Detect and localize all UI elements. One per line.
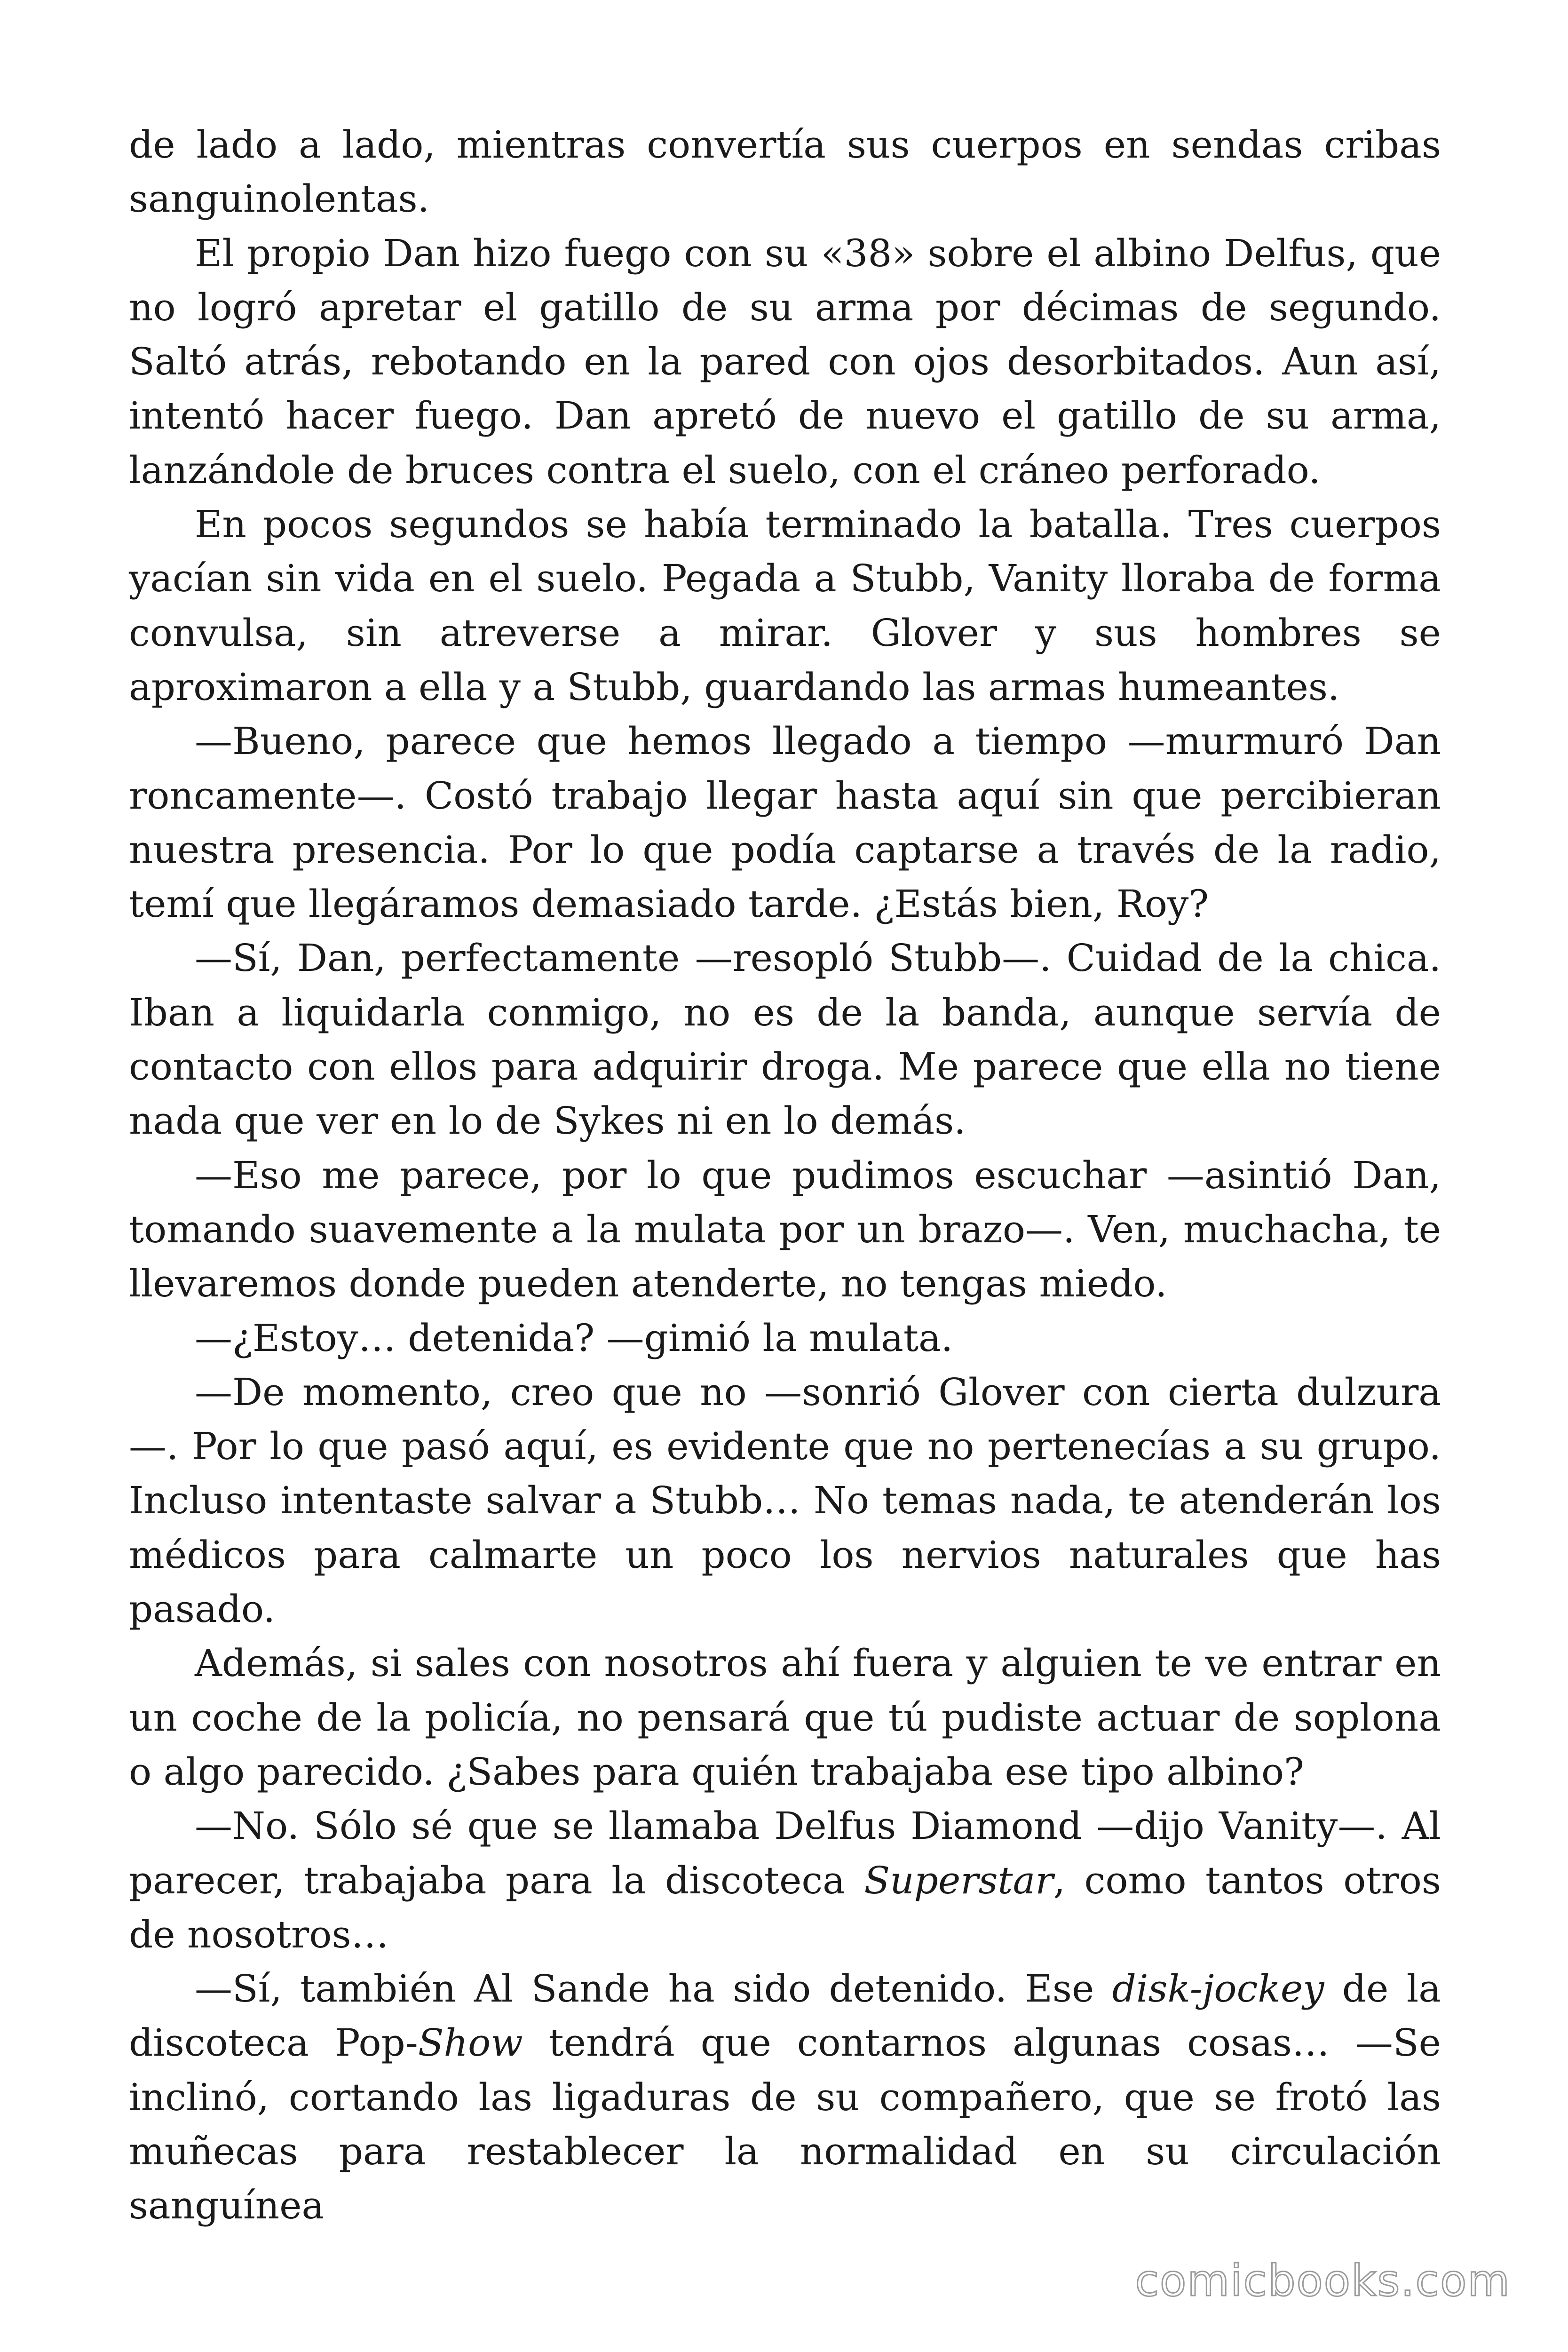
page-body-text [129,118,1441,2233]
paragraph-11 [129,1962,1441,2233]
paragraph-6 [129,1148,1441,1311]
paragraph-4 [129,714,1441,931]
watermark: comicbooks.com [1135,2256,1511,2306]
paragraph-text: —Eso me parece, por lo que pudimos escuchar —asintió Dan, tomando suavemente a la mulata por un brazo—. Ven, muchacha, te llevaremos donde pueden atenderte, no tengas miedo. [129,1153,1441,1306]
paragraph-text: El propio Dan hizo fuego con su «38» sobre el albino Delfus, que no logró apretar el gatillo de su arma por décimas de segundo. Saltó atrás, rebotando en la pared con ojos desorbitados. Aun así, intentó hacer fuego. Dan apretó de nuevo el gatillo de su arma, lanzándole de bruces contra el suelo, con el cráneo perforado. [129,231,1441,492]
italic-term-disk-jockey: disk-jockey [1112,1967,1324,2011]
paragraph-10 [129,1799,1441,1962]
paragraph-text: —Sí, también Al Sande ha sido detenido. Ese [195,1967,1112,2011]
paragraph-5 [129,931,1441,1148]
paragraph-3 [129,497,1441,714]
paragraph-text: de lado a lado, mientras convertía sus cuerpos en sendas cribas sanguinolentas. [129,123,1441,221]
paragraph-text: Además, si sales con nosotros ahí fuera y alguien te ve entrar en un coche de la policía, no pensará que tú pudiste actuar de soplona o algo parecido. ¿Sabes para quién trabajaba ese tipo albino? [129,1641,1441,1794]
paragraph-text: —Sí, Dan, perfectamente —resopló Stubb—. Cuidad de la chica. Iban a liquidarla conmigo, no es de la banda, aunque servía de contacto con ellos para adquirir droga. Me parece que ella no tiene nada que ver en lo de Sykes ni en lo demás. [129,936,1441,1143]
paragraph-text: , como tantos otros de nosotros… [129,1858,1441,1956]
paragraph-2 [129,226,1441,497]
paragraph-text: —No. Sólo sé que se llamaba Delfus Diamond —dijo Vanity—. Al parecer, trabajaba para la discoteca [129,1804,1441,1902]
paragraph-text: —¿Estoy… detenida? —gimió la mulata. [195,1316,953,1360]
paragraph-text: —Bueno, parece que hemos llegado a tiempo —murmuró Dan roncamente—. Costó trabajo llegar hasta aquí sin que percibieran nuestra presencia. Por lo que podía captarse a través de la radio, temí que llegáramos demasiado tarde. ¿Estás bien, Roy? [129,719,1441,926]
paragraph-7 [129,1311,1441,1365]
italic-title-superstar: Superstar [864,1858,1053,1902]
paragraph-8 [129,1365,1441,1636]
paragraph-text: de la discoteca Pop- [129,1967,1441,2065]
paragraph-9 [129,1636,1441,1799]
paragraph-1 [129,118,1441,226]
paragraph-text: —De momento, creo que no —sonrió Glover con cierta dulzura —. Por lo que pasó aquí, es evidente que no pertenecías a su grupo. Incluso intentaste salvar a Stubb… No temas nada, te atenderán los médicos para calmarte un poco los nervios naturales que has pasado. [129,1370,1441,1631]
paragraph-text: tendrá que contarnos algunas cosas… —Se inclinó, cortando las ligaduras de su compañero, que se frotó las muñecas para restablecer la normalidad en su circulación sanguínea [129,2021,1441,2228]
paragraph-text: En pocos segundos se había terminado la batalla. Tres cuerpos yacían sin vida en el suelo. Pegada a Stubb, Vanity lloraba de forma convulsa, sin atreverse a mirar. Glover y sus hombres se aproximaron a ella y a Stubb, guardando las armas humeantes. [129,502,1441,709]
italic-term-show: Show [418,2021,523,2065]
